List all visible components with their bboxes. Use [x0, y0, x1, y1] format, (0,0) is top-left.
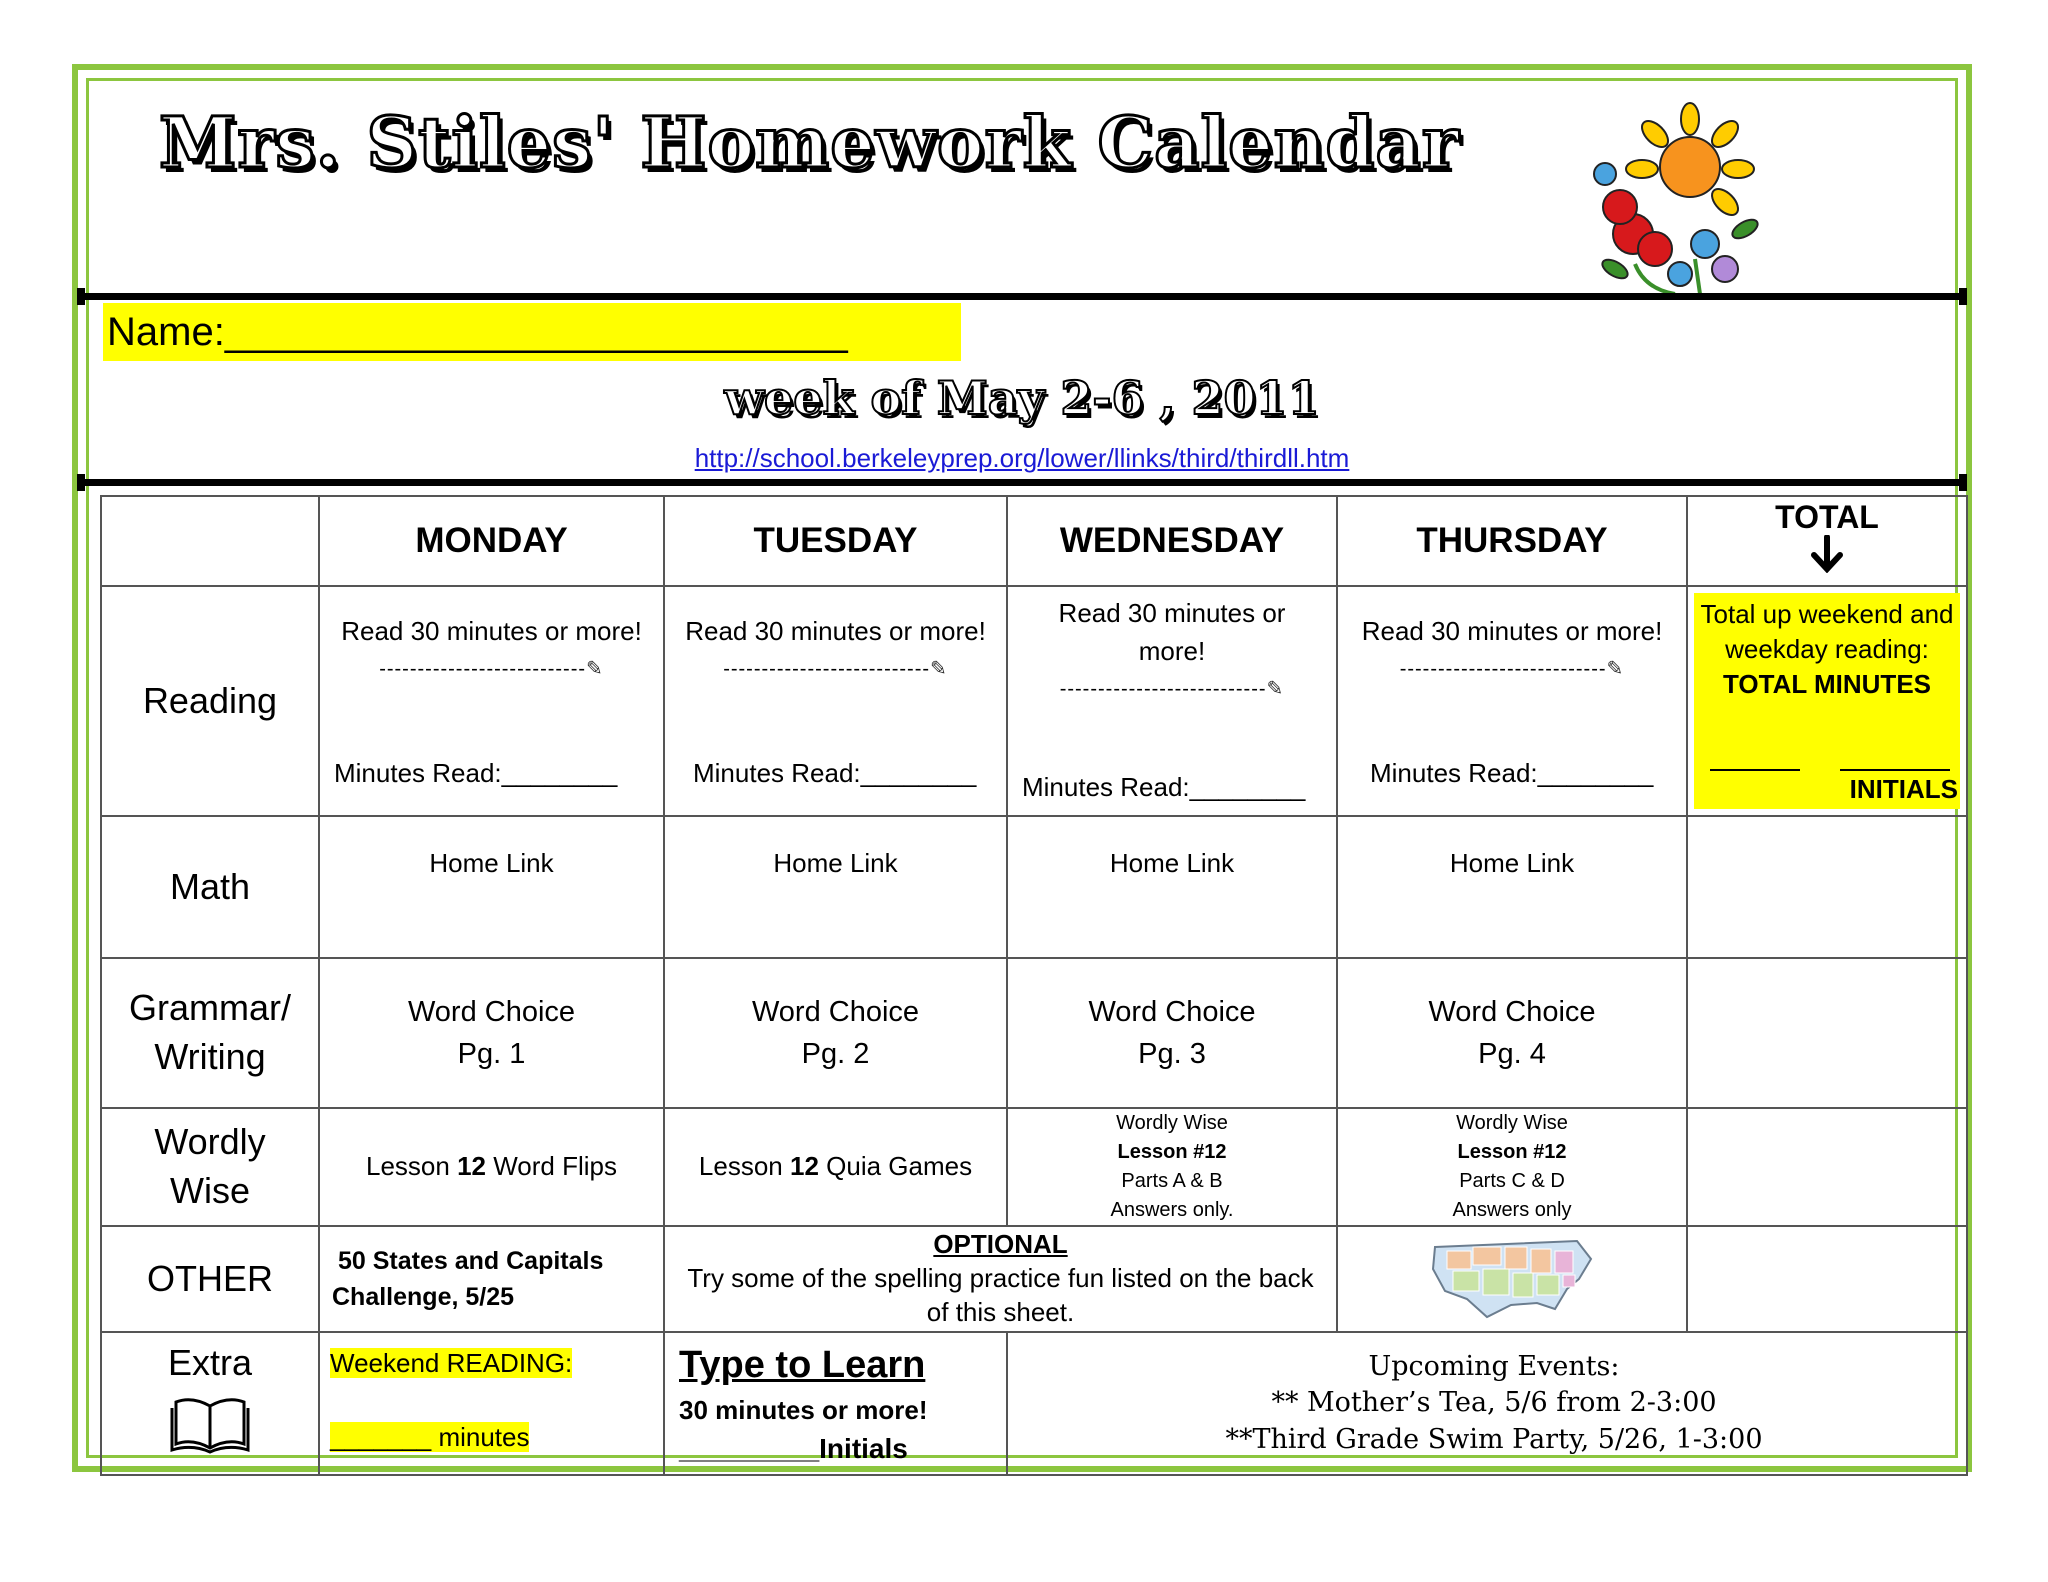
resource-link[interactable]: http://school.berkeleyprep.org/lower/llinks/third/thirdll.htm [694, 443, 1350, 473]
wordly-monday: Lesson 12 Word Flips [319, 1108, 664, 1226]
grammar-monday: Word Choice Pg. 1 [319, 958, 664, 1108]
other-optional [664, 1226, 1337, 1332]
row-label-other: OTHER [101, 1226, 319, 1332]
grammar-tuesday: Word Choice Pg. 2 [664, 958, 1007, 1108]
reading-task: Read 30 minutes or more! [1058, 598, 1286, 666]
corner-cell [101, 496, 319, 586]
wordly-wednesday: Wordly Wise Lesson #12 Parts A & B Answers only. [1007, 1108, 1337, 1226]
grammar-wednesday: Word Choice Pg. 3 [1007, 958, 1337, 1108]
other-total[interactable] [1687, 1226, 1967, 1332]
other-monday: 50 States and Capitals Challenge, 5/25 [319, 1226, 664, 1332]
initials-label: INITIALS [1849, 773, 1958, 804]
weekend-minutes-field[interactable]: _______ minutes [330, 1421, 530, 1452]
row-label-wordly-wise: Wordly Wise [101, 1108, 319, 1226]
optional-text: Try some of the spelling practice fun listed on the back of this sheet. [687, 1263, 1314, 1327]
extra-weekend-reading[interactable] [319, 1332, 664, 1475]
math-thursday: Home Link [1337, 816, 1687, 958]
usa-map-icon [1427, 1233, 1597, 1325]
reading-dashes: ---------------------------✎ [356, 655, 627, 684]
grammar-total[interactable] [1687, 958, 1967, 1108]
calendar-inner-frame [86, 78, 1958, 1464]
total-minutes-line [1710, 769, 1800, 771]
reading-task: Read 30 minutes or more! [685, 616, 986, 646]
calendar-frame [72, 64, 1972, 1472]
initials-line [1840, 769, 1950, 771]
events-title: Upcoming Events: [1368, 1351, 1620, 1382]
type-to-learn-initials[interactable]: _________Initials [679, 1432, 908, 1464]
col-thursday: THURSDAY [1337, 496, 1687, 586]
book-icon [170, 1394, 250, 1454]
extra-type-to-learn[interactable] [664, 1332, 1007, 1475]
event-item: **Third Grade Swim Party, 5/26, 1-3:00 [1225, 1423, 1763, 1455]
header-row [101, 496, 1967, 586]
reading-total[interactable] [1687, 586, 1967, 816]
total-minutes-label: TOTAL MINUTES [1723, 669, 1931, 700]
minutes-read-field[interactable]: Minutes Read:________ [334, 758, 618, 789]
wordly-total[interactable] [1687, 1108, 1967, 1226]
reading-task: Read 30 minutes or more! [341, 616, 642, 646]
reading-dashes: ---------------------------✎ [1044, 675, 1300, 704]
pencil-icon: ✎ [930, 658, 948, 680]
down-arrow-icon [1810, 535, 1844, 573]
pencil-icon: ✎ [1606, 658, 1625, 680]
table-divider [77, 479, 1967, 486]
math-tuesday: Home Link [664, 816, 1007, 958]
reading-task: Read 30 minutes or more! [1361, 616, 1663, 646]
col-total [1687, 496, 1967, 586]
page-title: Mrs. Stiles' Homework Calendar [159, 101, 1460, 184]
row-reading [101, 586, 1967, 816]
reading-tuesday[interactable] [664, 586, 1007, 816]
reading-dashes: ---------------------------✎ [701, 655, 970, 684]
grammar-thursday: Word Choice Pg. 4 [1337, 958, 1687, 1108]
row-label-grammar: Grammar/ Writing [101, 958, 319, 1108]
math-total[interactable] [1687, 816, 1967, 958]
total-instructions: Total up weekend and weekday reading: [1700, 599, 1954, 665]
weekend-reading-label: Weekend READING: [330, 1348, 573, 1378]
wordly-thursday: Wordly Wise Lesson #12 Parts C & D Answers only [1337, 1108, 1687, 1226]
type-to-learn-title: Type to Learn [679, 1344, 926, 1386]
col-wednesday: WEDNESDAY [1007, 496, 1337, 586]
row-math [101, 816, 1967, 958]
total-header-label: TOTAL [1775, 498, 1879, 535]
event-item: ** Mother’s Tea, 5/6 from 2-3:00 [1271, 1387, 1717, 1419]
flower-bouquet-icon [1575, 99, 1765, 299]
math-wednesday: Home Link [1007, 816, 1337, 958]
wordly-tuesday: Lesson 12 Quia Games [664, 1108, 1007, 1226]
row-other [101, 1226, 1967, 1332]
minutes-read-field[interactable]: Minutes Read:________ [693, 758, 977, 789]
minutes-read-field[interactable]: Minutes Read:________ [1022, 772, 1306, 803]
pencil-icon: ✎ [1266, 678, 1285, 700]
type-to-learn-requirement: 30 minutes or more! [679, 1395, 928, 1426]
row-label-extra: Extra [101, 1332, 319, 1475]
row-grammar [101, 958, 1967, 1108]
reading-thursday[interactable] [1337, 586, 1687, 816]
col-tuesday: TUESDAY [664, 496, 1007, 586]
math-monday: Home Link [319, 816, 664, 958]
week-heading: week of May 2-6 , 2011 [724, 371, 1320, 425]
upcoming-events [1007, 1332, 1967, 1475]
pencil-icon: ✎ [586, 658, 604, 680]
total-minutes-box[interactable] [1694, 593, 1960, 809]
other-thursday [1337, 1226, 1687, 1332]
reading-dashes: ---------------------------✎ [1374, 655, 1650, 684]
optional-label: OPTIONAL [933, 1229, 1068, 1260]
header-divider [77, 293, 1967, 300]
row-wordly-wise [101, 1108, 1967, 1226]
homework-table [100, 495, 1968, 1476]
row-label-reading: Reading [101, 586, 319, 816]
minutes-read-field[interactable]: Minutes Read:________ [1370, 758, 1654, 789]
row-label-math: Math [101, 816, 319, 958]
name-field[interactable]: Name:____________________________ [103, 303, 961, 361]
row-extra [101, 1332, 1967, 1475]
reading-wednesday[interactable] [1007, 586, 1337, 816]
reading-monday[interactable] [319, 586, 664, 816]
col-monday: MONDAY [319, 496, 664, 586]
